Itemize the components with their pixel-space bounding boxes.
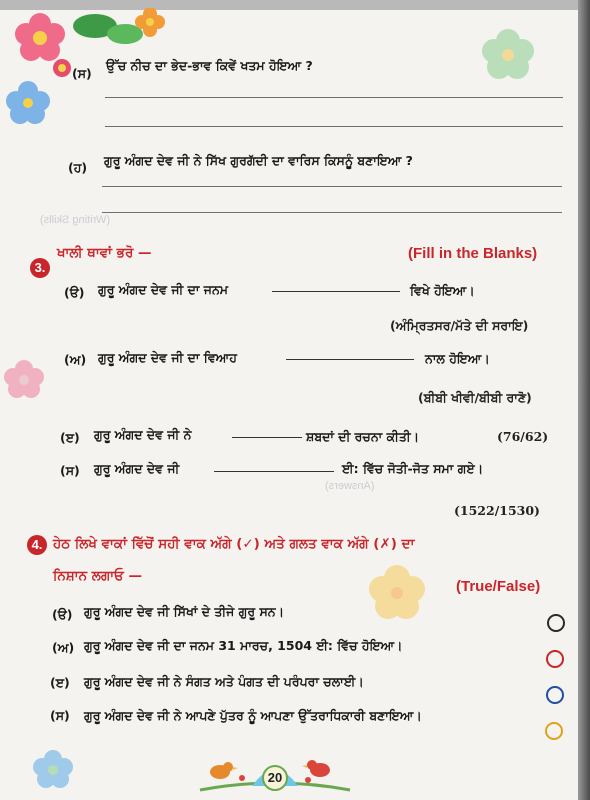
section-4-title-line2: ਨਿਸ਼ਾਨ ਲਗਾਓ — (53, 568, 143, 584)
tf-answer-circle-d[interactable] (545, 722, 563, 740)
question-h-label: (ਹ) (68, 160, 88, 175)
tf-item-b-label: (ਅ) (52, 640, 75, 655)
fill-item-b-options: (ਬੀਬੀ ਖੀਵੀ/ਬੀਬੀ ਰਾਣੋ) (418, 390, 532, 405)
tf-item-a-text: ਗੁਰੂ ਅੰਗਦ ਦੇਵ ਜੀ ਸਿੱਖਾਂ ਦੇ ਤੀਜੇ ਗੁਰੂ ਸਨ। (84, 604, 285, 619)
section-4-english-title: (True/False) (456, 578, 541, 595)
fill-item-a-after: ਵਿਖੇ ਹੋਇਆ। (410, 283, 475, 298)
ghost-answers: (Answers) (325, 480, 375, 492)
flower-decoration-bottom-left (28, 745, 78, 795)
fill-item-a-before: ਗੁਰੂ ਅੰਗਦ ਦੇਵ ਜੀ ਦਾ ਜਨਮ (98, 282, 229, 297)
page-number: 20 (267, 770, 283, 785)
tf-item-b-text: ਗੁਰੂ ਅੰਗਦ ਦੇਵ ਜੀ ਦਾ ਜਨਮ 31 ਮਾਰਚ, 1504 ਈ: ਵਿੱਚ ਹੋਇਆ। (84, 638, 403, 653)
ghost-writing-skills: (Writing Skills) (40, 214, 111, 226)
tf-item-c-text: ਗੁਰੂ ਅੰਗਦ ਦੇਵ ਜੀ ਨੇ ਸੰਗਤ ਅਤੇ ਪੰਗਤ ਦੀ ਪਰੰਪਰਾ ਚਲਾਈ। (84, 674, 364, 689)
page-edge-shadow (578, 0, 590, 800)
fill-item-c-label: (ੲ) (60, 430, 80, 445)
fill-item-d-before: ਗੁਰੂ ਅੰਗਦ ਦੇਵ ਜੀ (94, 461, 180, 476)
answer-line[interactable] (105, 97, 563, 98)
tf-item-a-label: (ੳ) (52, 607, 73, 622)
tf-item-c-label: (ੲ) (50, 675, 70, 690)
fill-item-b-label: (ਅ) (64, 352, 87, 367)
answer-line[interactable] (105, 126, 563, 127)
tf-answer-circle-c[interactable] (546, 686, 564, 704)
fill-item-a-label: (ੳ) (64, 285, 85, 300)
tf-answer-circle-b[interactable] (546, 650, 564, 668)
fill-blank-d[interactable] (214, 471, 334, 472)
fill-item-d-label: (ਸ) (60, 463, 80, 478)
section-3-english-title: (Fill in the Blanks) (408, 245, 538, 262)
section-3-number: 3. (30, 258, 50, 278)
section-3-title: ਖਾਲੀ ਥਾਵਾਂ ਭਰੋ — (57, 245, 152, 261)
fill-item-c-before: ਗੁਰੂ ਅੰਗਦ ਦੇਵ ਜੀ ਨੇ (94, 427, 192, 442)
fill-item-b-after: ਨਾਲ ਹੋਇਆ। (425, 351, 490, 366)
section-4-title-line1: ਹੇਠ ਲਿਖੇ ਵਾਕਾਂ ਵਿੱਚੋਂ ਸਹੀ ਵਾਕ ਅੱਗੇ (✓) ਅਤੇ ਗਲਤ ਵਾਕ ਅੱਗੇ (✗) ਦਾ (53, 536, 415, 552)
answer-line[interactable] (102, 186, 562, 187)
tf-answer-circle-a[interactable] (547, 614, 565, 632)
fill-item-b-before: ਗੁਰੂ ਅੰਗਦ ਦੇਵ ਜੀ ਦਾ ਵਿਆਹ (98, 350, 237, 365)
flower-decoration-left (0, 355, 50, 405)
question-h-text: ਗੁਰੂ ਅੰਗਦ ਦੇਵ ਜੀ ਨੇ ਸਿੱਖ ਗੁਰਗੱਦੀ ਦਾ ਵਾਰਿਸ ਕਿਸਨੂੰ ਬਣਾਇਆ ? (104, 153, 413, 168)
flower-decoration-right (362, 558, 432, 628)
fill-item-c-options: (76/62) (497, 429, 549, 444)
fill-blank-b[interactable] (286, 359, 414, 360)
fill-item-d-options: (1522/1530) (454, 503, 540, 518)
question-s-text: ਉੱਚ ਨੀਚ ਦਾ ਭੇਦ-ਭਾਵ ਕਿਵੇਂ ਖਤਮ ਹੋਇਆ ? (106, 58, 313, 73)
fill-item-a-options: (ਅੰਮ੍ਰਿਤਸਰ/ਮੱਤੇ ਦੀ ਸਰਾਇ) (390, 318, 529, 333)
section-4-number: 4. (27, 535, 47, 555)
fill-item-d-after: ਈ: ਵਿੱਚ ਜੋਤੀ-ਜੋਤ ਸਮਾ ਗਏ। (342, 461, 484, 476)
fill-blank-c[interactable] (232, 437, 302, 438)
tf-item-d-text: ਗੁਰੂ ਅੰਗਦ ਦੇਵ ਜੀ ਨੇ ਆਪਣੇ ਪੁੱਤਰ ਨੂੰ ਆਪਣਾ ਉੱਤਰਾਧਿਕਾਰੀ ਬਣਾਇਆ। (84, 708, 422, 723)
answer-line[interactable] (102, 212, 562, 213)
flower-decoration-top-right (478, 25, 538, 85)
fill-item-c-after: ਸ਼ਬਦਾਂ ਦੀ ਰਚਨਾ ਕੀਤੀ। (306, 429, 420, 444)
fill-blank-a[interactable] (272, 291, 400, 292)
question-s-label: (ਸ) (72, 66, 92, 81)
tf-item-d-label: (ਸ) (50, 708, 70, 723)
